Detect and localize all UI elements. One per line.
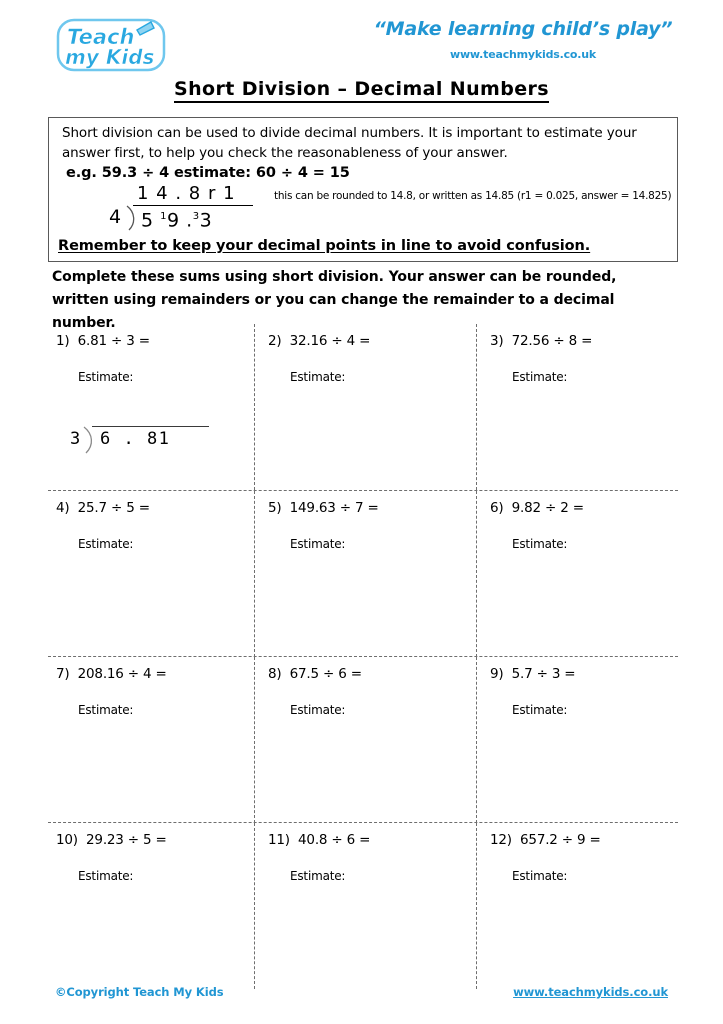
estimate-label: Estimate: bbox=[512, 703, 568, 717]
page-title bbox=[0, 78, 723, 100]
info-paragraph: Short division can be used to divide decimal numbers. It is important to estimate your answer first, to help you check the reasonableness of your answer. bbox=[62, 125, 637, 161]
question-text bbox=[490, 500, 584, 516]
tagline: “Make learning child’s play” bbox=[373, 18, 673, 40]
worked-divisor: 4 bbox=[109, 206, 122, 228]
question-cell-11[interactable] bbox=[254, 823, 476, 989]
svg-text:my Kids: my Kids bbox=[65, 45, 155, 69]
estimate-label: Estimate: bbox=[78, 370, 134, 384]
question-text bbox=[490, 333, 592, 349]
question-text bbox=[56, 333, 150, 349]
question-problem: 32.16 ÷ 4 = bbox=[289, 333, 371, 349]
question-text bbox=[268, 333, 370, 349]
question-number: 8) bbox=[268, 666, 282, 682]
question-cell-8[interactable] bbox=[254, 657, 476, 823]
svg-text:Teach: Teach bbox=[67, 25, 135, 49]
question-number: 4) bbox=[56, 500, 70, 516]
worked-example-division bbox=[109, 183, 672, 236]
question-cell-1[interactable] bbox=[48, 324, 254, 490]
question-number: 7) bbox=[56, 666, 70, 682]
question-problem: 25.7 ÷ 5 = bbox=[77, 500, 150, 516]
question-cell-12[interactable] bbox=[476, 823, 678, 989]
question-cell-9[interactable] bbox=[476, 657, 678, 823]
question-cell-2[interactable] bbox=[254, 324, 476, 490]
question-text bbox=[56, 500, 150, 516]
question-number: 5) bbox=[268, 500, 282, 516]
setup-vinculum bbox=[92, 426, 209, 427]
question-text bbox=[268, 666, 362, 682]
worked-dividend bbox=[141, 207, 212, 230]
estimate-label: Estimate: bbox=[290, 703, 346, 717]
question-number: 6) bbox=[490, 500, 504, 516]
question-cell-6[interactable] bbox=[476, 491, 678, 657]
worked-quotient: 1 4 . 8 r 1 bbox=[137, 183, 236, 204]
question-problem: 208.16 ÷ 4 = bbox=[77, 666, 167, 682]
question-1-division-setup bbox=[70, 412, 240, 462]
question-number: 3) bbox=[490, 333, 504, 349]
estimate-label: Estimate: bbox=[512, 869, 568, 883]
question-number: 11) bbox=[268, 832, 290, 848]
questions-grid bbox=[48, 324, 678, 964]
question-problem: 657.2 ÷ 9 = bbox=[520, 832, 601, 848]
worked-dividend-prefix: 5 bbox=[141, 209, 161, 232]
task-instruction: Complete these sums using short division. Your answer can be rounded, written using remainders or you can change the remainder to a decimal number. bbox=[52, 269, 617, 331]
footer-website-url[interactable]: www.teachmykids.co.uk bbox=[513, 985, 668, 999]
question-text bbox=[490, 666, 575, 682]
question-row bbox=[48, 656, 678, 822]
question-problem: 9.82 ÷ 2 = bbox=[511, 500, 584, 516]
information-box bbox=[48, 117, 678, 262]
page-title-text: Short Division – Decimal Numbers bbox=[174, 78, 549, 103]
question-problem: 67.5 ÷ 6 = bbox=[289, 666, 362, 682]
logo-icon bbox=[55, 16, 167, 74]
question-problem: 72.56 ÷ 8 = bbox=[511, 333, 593, 349]
question-text bbox=[490, 832, 601, 848]
estimate-label: Estimate: bbox=[290, 370, 346, 384]
question-problem: 149.63 ÷ 7 = bbox=[289, 500, 379, 516]
question-text bbox=[56, 666, 167, 682]
estimate-label: Estimate: bbox=[290, 869, 346, 883]
division-bracket-icon bbox=[83, 426, 96, 454]
estimate-label: Estimate: bbox=[78, 703, 134, 717]
worked-carry-1: 1 bbox=[160, 211, 168, 222]
question-number: 9) bbox=[490, 666, 504, 682]
question-cell-10[interactable] bbox=[48, 823, 254, 989]
estimate-label: Estimate: bbox=[78, 869, 134, 883]
question-text bbox=[268, 500, 379, 516]
question-cell-5[interactable] bbox=[254, 491, 476, 657]
estimate-label: Estimate: bbox=[512, 370, 568, 384]
question-problem: 29.23 ÷ 5 = bbox=[86, 832, 167, 848]
question-problem: 40.8 ÷ 6 = bbox=[298, 832, 371, 848]
estimate-label: Estimate: bbox=[512, 537, 568, 551]
worked-dividend-mid: 9 . bbox=[167, 209, 193, 232]
division-bracket-icon bbox=[126, 205, 138, 231]
remember-note: Remember to keep your decimal points in line to avoid confusion. bbox=[58, 238, 591, 254]
worked-vinculum bbox=[133, 205, 253, 206]
question-number: 12) bbox=[490, 832, 512, 848]
question-text bbox=[56, 832, 167, 848]
question-number: 10) bbox=[56, 832, 78, 848]
question-cell-4[interactable] bbox=[48, 491, 254, 657]
page-header bbox=[0, 0, 723, 72]
question-cell-3[interactable] bbox=[476, 324, 678, 490]
estimate-label: Estimate: bbox=[290, 537, 346, 551]
estimate-label: Estimate: bbox=[78, 537, 134, 551]
question-problem: 6.81 ÷ 3 = bbox=[77, 333, 150, 349]
question-row bbox=[48, 490, 678, 656]
setup-dividend: 6 . 81 bbox=[100, 429, 171, 449]
question-problem: 5.7 ÷ 3 = bbox=[511, 666, 576, 682]
teach-my-kids-logo bbox=[55, 16, 167, 74]
question-row bbox=[48, 822, 678, 988]
question-cell-7[interactable] bbox=[48, 657, 254, 823]
worked-dividend-suffix: 3 bbox=[199, 209, 213, 232]
question-number: 1) bbox=[56, 333, 70, 349]
question-row bbox=[48, 324, 678, 490]
setup-divisor: 3 bbox=[70, 429, 81, 449]
header-website-url[interactable]: www.teachmykids.co.uk bbox=[450, 48, 596, 61]
worked-carry-2: 3 bbox=[192, 211, 200, 222]
footer-copyright: ©Copyright Teach My Kids bbox=[55, 985, 224, 999]
question-text bbox=[268, 832, 370, 848]
worked-example-note: this can be rounded to 14.8, or written as 14.85 (r1 = 0.025, answer = 14.825) bbox=[274, 190, 672, 202]
question-number: 2) bbox=[268, 333, 282, 349]
info-example: e.g. 59.3 ÷ 4 estimate: 60 ÷ 4 = 15 bbox=[66, 165, 350, 181]
